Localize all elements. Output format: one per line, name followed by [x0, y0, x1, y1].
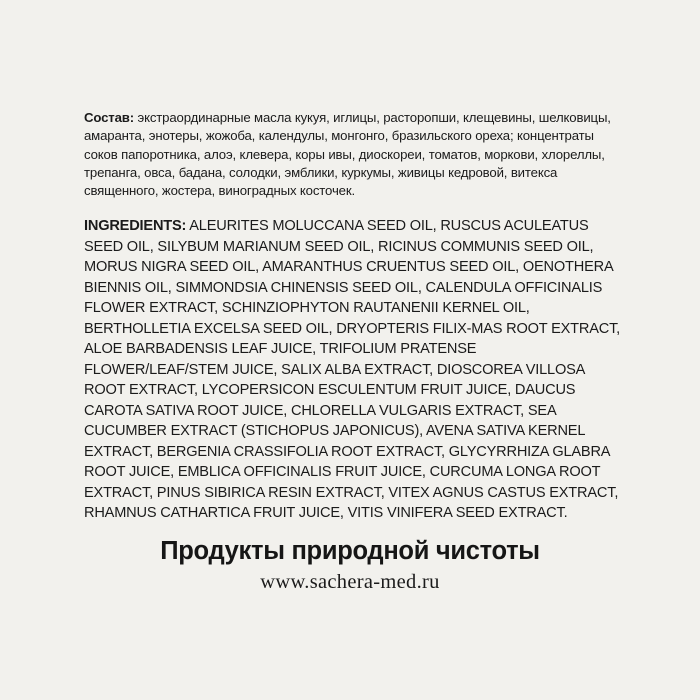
- brand-website: www.sachera-med.ru: [260, 571, 440, 593]
- ingredients-english-heading: INGREDIENTS:: [84, 218, 187, 235]
- ingredients-russian-body: экстраординарные масла кукуя, иглицы, расторопши, клещевины, шелковицы, амаранта, энотеры, жожоба, календулы, монгонго, бразильского ореха; концентраты соков папоротника, алоэ, клевера, коры ивы, диоскореи, томатов, моркови, хлореллы, трепанга, овса, бадана, солодки, эмблики, куркумы, живицы кедровой, витекса священного, жостера, виноградных косточек.: [84, 110, 611, 198]
- ingredients-russian-heading: Состав:: [84, 110, 134, 126]
- ingredients-russian-paragraph: [84, 109, 624, 200]
- ingredients-english-paragraph: [84, 216, 624, 524]
- label-footer: [0, 536, 700, 594]
- brand-slogan: Продукты природной чистоты: [160, 537, 540, 565]
- label-text-content: [84, 96, 624, 538]
- ingredients-english-body: ALEURITES MOLUCCANA SEED OIL, RUSCUS ACULEATUS SEED OIL, SILYBUM MARIANUM SEED OIL, RICINUS COMMUNIS SEED OIL, MORUS NIGRA SEED OIL, AMARANTHUS CRUENTUS SEED OIL, OENOTHERA BIENNIS OIL, SIMMONDSIA CHINENSIS SEED OIL, CALENDULA OFFICINALIS FLOWER EXTRACT, SCHINZIOPHYTON RAUTANENII KERNEL OIL, BERTHOLLETIA EXCELSA SEED OIL, DRYOPTERIS FILIX-MAS ROOT EXTRACT, ALOE BARBADENSIS LEAF JUICE, TRIFOLIUM PRATENSE FLOWER/LEAF/STEM JUICE, SALIX ALBA EXTRACT, DIOSCOREA VILLOSA ROOT EXTRACT, LYCOPERSICON ESCULENTUM FRUIT JUICE, DAUCUS CAROTA SATIVA ROOT JUICE, CHLORELLA VULGARIS EXTRACT, SEA CUCUMBER EXTRACT (STICHOPUS JAPONICUS), AVENA SATIVA KERNEL EXTRACT, BERGENIA CRASSIFOLIA ROOT EXTRACT, GLYCYRRHIZA GLABRA ROOT JUICE, EMBLICA OFFICINALIS FRUIT JUICE, CURCUMA LONGA ROOT EXTRACT, PINUS SIBIRICA RESIN EXTRACT, VITEX AGNUS CASTUS EXTRACT, RHAMNUS CATHARTICA FRUIT JUICE, VITIS VINIFERA SEED EXTRACT.: [84, 218, 621, 522]
